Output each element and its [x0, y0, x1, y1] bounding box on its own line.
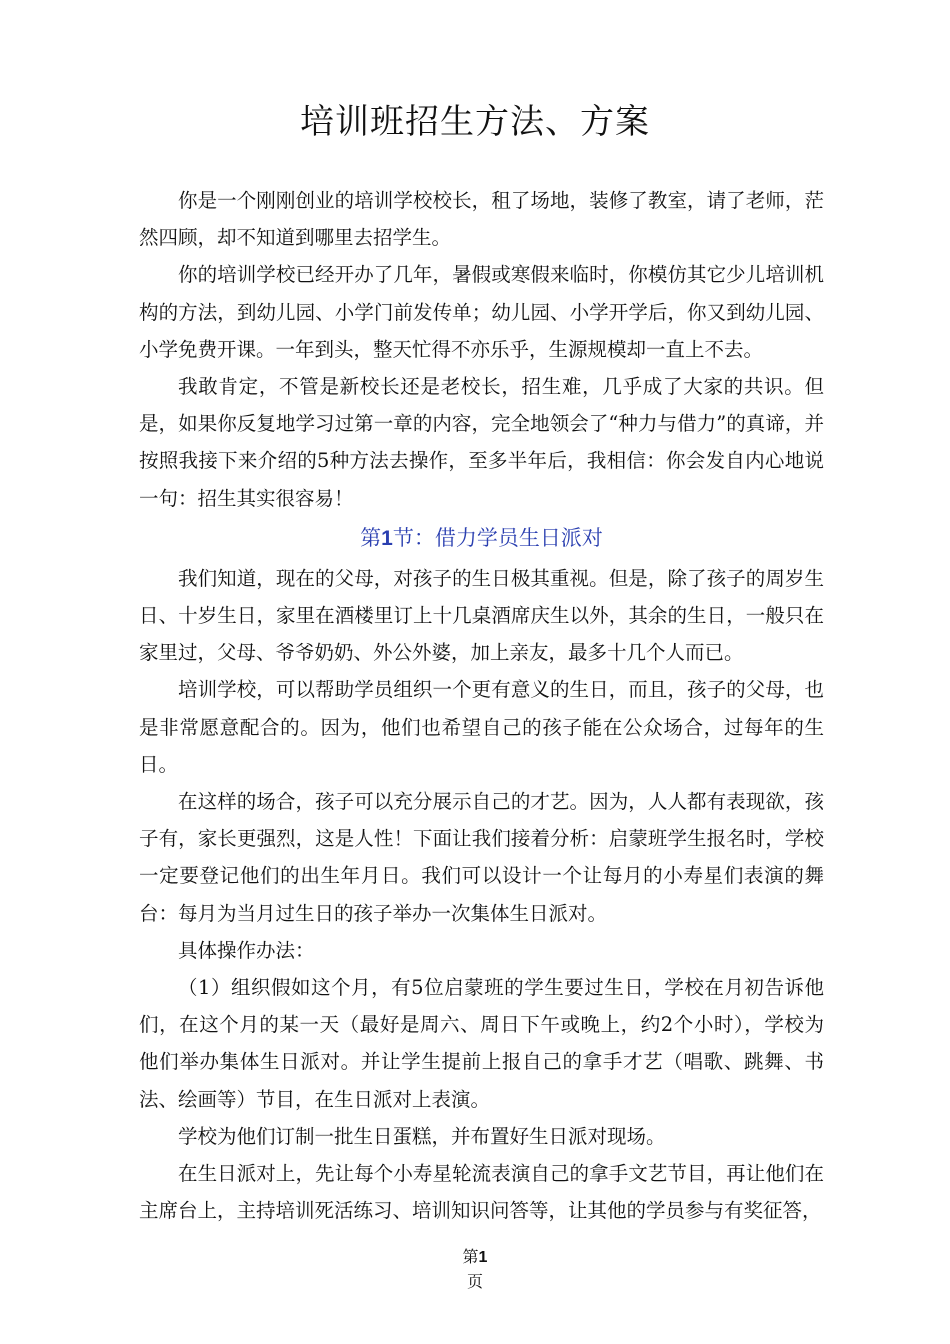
- section-paragraph-1: 我们知道，现在的父母，对孩子的生日极其重视。但是，除了孩子的周岁生日、十岁生日，家里在酒楼里订上十几桌酒席庆生以外，其余的生日，一般只在家里过，父母、爷爷奶奶、外公外婆，加上亲友，最多十几个人而已。: [139, 566, 824, 665]
- page-number-prefix: 第: [462, 1247, 479, 1266]
- page-footer: [0, 1245, 950, 1294]
- page-number-suffix: 页: [466, 1272, 483, 1291]
- intro-paragraph-3: 我敢肯定，不管是新校长还是老校长，招生难，几乎成了大家的共识。但是，如果你反复地学习过第一章的内容，完全地领会了“种力与借力”的真谛，并按照我接下来介绍的5种方法去操作，至多半年后，我相信：你会发自内心地说一句：招生其实很容易！: [139, 375, 824, 510]
- section-paragraph-5: （1）组织假如这个月，有5位启蒙班的学生要过生日，学校在月初告诉他们，在这个月的某一天（最好是周六、周日下午或晚上，约2个小时），学校为他们举办集体生日派对。并让学生提前上报自己的拿手才艺（唱歌、跳舞、书法、绘画等）节目，在生日派对上表演。: [139, 976, 824, 1111]
- page-number-line: [0, 1245, 950, 1270]
- section-heading-number: 1: [381, 526, 393, 550]
- section-heading-prefix: 第: [360, 525, 382, 550]
- section-paragraph-6: 学校为他们订制一批生日蛋糕，并布置好生日派对现场。: [178, 1124, 666, 1148]
- section-paragraph-3: 在这样的场合，孩子可以充分展示自己的才艺。因为，人人都有表现欲，孩子有，家长更强烈，这是人性！下面让我们接着分析：启蒙班学生报名时，学校一定要登记他们的出生年月日。我们可以设计一个让每月的小寿星们表演的舞台：每月为当月过生日的孩子举办一次集体生日派对。: [139, 790, 824, 925]
- section-paragraph-2: 培训学校，可以帮助学员组织一个更有意义的生日，而且，孩子的父母，也是非常愿意配合的。因为，他们也希望自己的孩子能在公众场合，过每年的生日。: [139, 678, 824, 776]
- section-paragraph-7: 在生日派对上，先让每个小寿星轮流表演自己的拿手文艺节目，再让他们在主席台上，主持培训死活练习、培训知识问答等，让其他的学员参与有奖征答，: [139, 1162, 824, 1223]
- section-heading: [139, 519, 824, 558]
- intro-paragraph-2: 你的培训学校已经开办了几年，暑假或寒假来临时，你模仿其它少儿培训机构的方法，到幼儿园、小学门前发传单；幼儿园、小学开学后，你又到幼儿园、小学免费开课。一年到头，整天忙得不亦乐乎，生源规模却一直上不去。: [139, 263, 824, 361]
- document-title: 培训班招生方法、方案: [300, 102, 650, 142]
- section-heading-suffix: 节：借力学员生日派对: [392, 525, 603, 550]
- intro-paragraph-1: 你是一个刚刚创业的培训学校校长，租了场地，装修了教室，请了老师，茫然四顾，却不知道到哪里去招学生。: [139, 189, 824, 250]
- document-body: [139, 182, 824, 1229]
- section-paragraph-4: 具体操作办法：: [178, 938, 315, 962]
- page-number: 1: [478, 1249, 488, 1266]
